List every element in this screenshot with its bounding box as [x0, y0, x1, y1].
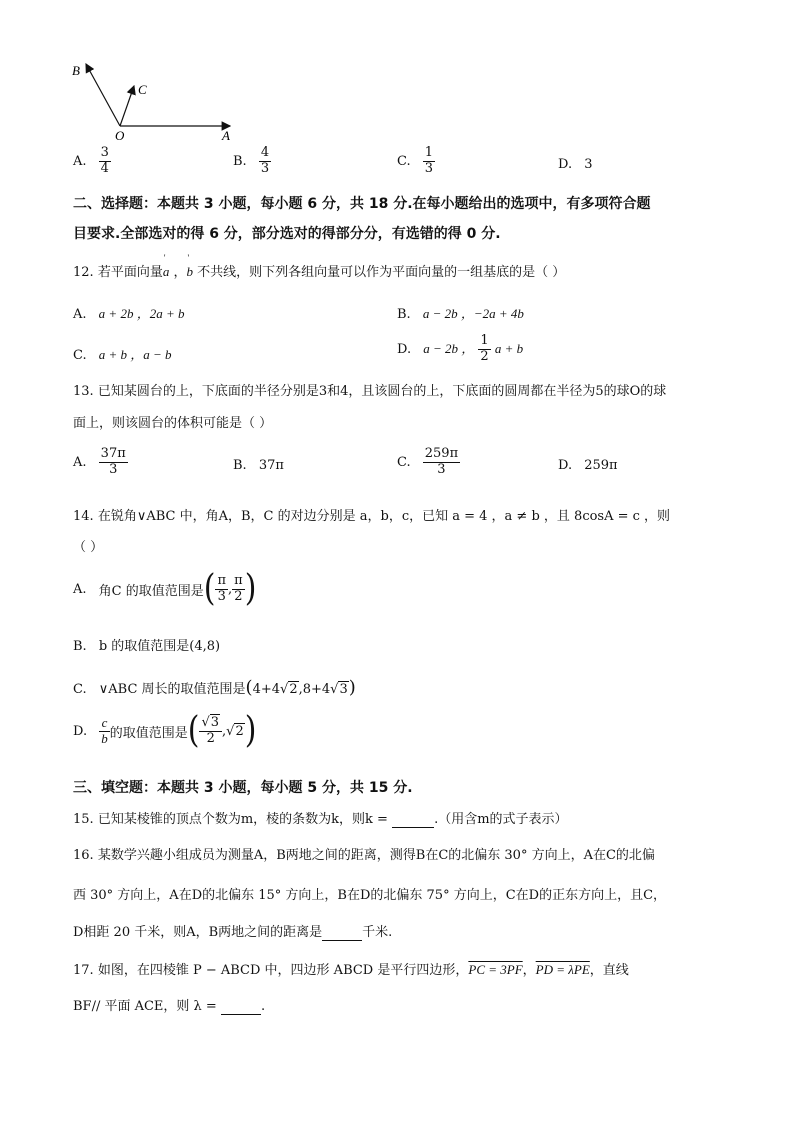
q14-option-c[interactable]: C. ∨ABC 周长的取值范围是(4+4√2,8+4√3): [73, 677, 356, 698]
answer-blank[interactable]: [392, 812, 434, 828]
frac-den: 3: [437, 461, 446, 477]
label-a: A: [222, 128, 230, 142]
q12-option-d[interactable]: [397, 334, 523, 365]
option-letter: A.: [73, 581, 87, 597]
option-letter: C.: [397, 454, 411, 470]
frac-den: 2: [206, 730, 215, 746]
q12-option-b[interactable]: [397, 303, 524, 322]
option-value: 259π: [584, 458, 618, 473]
range-part: 4+4: [252, 682, 281, 697]
label-b: B: [72, 63, 80, 78]
option-text: ∨ABC 周长的取值范围是: [98, 682, 246, 697]
q17-line2: [73, 995, 265, 1015]
option-text: a − 2b ，−2a + 4b: [422, 306, 524, 321]
frac-num: 3: [100, 145, 109, 160]
vector-a: ' a: [162, 253, 170, 279]
option-text: 的取值范围是: [109, 725, 188, 741]
section2-line1: 二、选择题：本题共 3 小题，每小题 6 分，共 18 分.在每小题给出的选项中，有多项符合题: [73, 196, 651, 212]
sqrt-radicand: 2: [289, 682, 298, 697]
q14-line2: （ ）: [73, 540, 104, 555]
q16-line2: 西 30° 方向上，A在D的北偏东 15° 方向上，B在D的北偏东 75° 方向上，C在D的正东方向上，且C，: [73, 888, 667, 903]
q13-option-d[interactable]: [558, 458, 618, 473]
frac-den: 2: [234, 588, 243, 604]
question-number: 14.: [73, 509, 94, 524]
frac-den: 4: [100, 160, 109, 176]
stem-text: .（用含m的式子表示）: [434, 812, 568, 827]
sqrt-radicand: 3: [210, 715, 220, 730]
option-letter: D.: [73, 723, 88, 739]
stem-text: 千米.: [362, 925, 393, 940]
option-tail: a + b: [494, 340, 524, 356]
q12-option-c[interactable]: [73, 344, 172, 363]
answer-blank[interactable]: [322, 925, 362, 941]
q11-option-b[interactable]: [233, 146, 271, 177]
q11-option-c[interactable]: [397, 146, 435, 177]
stem-text: 若平面向量: [97, 265, 163, 280]
q14-option-b[interactable]: [73, 635, 220, 654]
question-number: 16.: [73, 848, 94, 863]
stem-text: 某数学兴趣小组成员为测量A，B两地之间的距离，测得B在C的北偏东 30° 方向上，A在C的北偏: [97, 848, 655, 863]
option-letter: C.: [397, 153, 411, 169]
stem-text: 已知某圆台的上，下底面的半径分别是3和4，且该圆台的上，下底面的圆周都在半径为5的球O的球: [97, 384, 667, 399]
option-text: b 的取值范围是: [98, 639, 190, 654]
option-letter: D.: [558, 157, 573, 172]
q13-line1: [73, 380, 666, 399]
q13-option-c[interactable]: [397, 447, 460, 478]
q17-line1: [73, 959, 629, 978]
frac-num: 4: [260, 145, 270, 160]
question-number: 17.: [73, 963, 94, 978]
answer-blank[interactable]: [221, 999, 261, 1015]
frac-den: b: [101, 730, 108, 746]
frac-num: π: [217, 573, 227, 588]
label-c: C: [138, 82, 147, 97]
stem-text: 在锐角∨ABC 中，角A，B，C 的对边分别是 a，b，c，已知 a = 4 ，a ≠ b ，且 8cosA = c ，则: [97, 509, 671, 524]
q14-line1: [73, 505, 670, 524]
sqrt-radicand: 3: [339, 682, 348, 697]
section3-title: 三、填空题：本题共 3 小题，每小题 5 分，共 15 分.: [73, 780, 413, 796]
option-letter: B.: [233, 458, 247, 473]
frac-den: 3: [260, 160, 270, 176]
option-letter: B.: [233, 153, 247, 169]
option-text: a + 2b ，2a + b: [98, 306, 185, 321]
vector-ob: [86, 64, 120, 126]
vector-equation-2: PD = λPE: [535, 962, 590, 977]
label-o: O: [115, 128, 125, 142]
stem-text: 不共线，则下列各组向量可以作为平面向量的一组基底的是（ ）: [197, 265, 566, 280]
frac-num: 1: [480, 333, 489, 348]
option-letter: A.: [73, 307, 87, 322]
frac-num: 259π: [424, 446, 459, 461]
frac-num: π: [234, 573, 243, 588]
stem-text: .: [260, 999, 266, 1014]
option-letter: A.: [73, 153, 87, 169]
frac-num: 1: [424, 145, 434, 160]
option-text: a + b ，a − b: [98, 347, 172, 362]
frac-den: 3: [424, 160, 434, 176]
q14-option-a[interactable]: A. 角C 的取值范围是( $\frac{\pi}{3}$ , $\frac{\pi}{2}$ ): [73, 567, 257, 610]
frac-den: 3: [109, 461, 118, 477]
stem-text: BF// 平面 ACE，则 λ =: [73, 999, 217, 1014]
q12-stem: 12. 若平面向量 ' a ， ' b 不共线，则下列各组向量可以作为平面向量的一组基底的是（ ）: [73, 253, 566, 280]
q13-option-a[interactable]: [73, 447, 128, 478]
option-text: 角C 的取值范围是: [98, 583, 204, 599]
option-letter: D.: [558, 458, 573, 473]
option-letter: B.: [73, 639, 87, 654]
vector-oc: [120, 86, 134, 126]
option-value: 3: [584, 157, 593, 172]
option-text: a − 2b ，: [423, 340, 475, 356]
stem-text: 如图，在四棱锥 P − ABCD 中，四边形 ABCD 是平行四边形，: [97, 963, 469, 978]
stem-text: D相距 20 千米，则A，B两地之间的距离是: [73, 925, 323, 940]
frac-den: 3: [217, 588, 226, 604]
range-part: ,8+4: [298, 682, 331, 697]
q13-line2: 面上，则该圆台的体积可能是（ ）: [73, 416, 273, 431]
stem-text: 已知某棱锥的顶点个数为m，棱的条数为k，则k =: [97, 812, 388, 827]
q11-option-a[interactable]: [73, 146, 111, 177]
frac-den: 2: [480, 348, 489, 364]
section2-line2: 目要求.全部选对的得 6 分，部分选对的得部分分，有选错的得 0 分.: [73, 226, 501, 242]
separator: ，: [522, 963, 536, 978]
option-value: 37π: [258, 458, 284, 473]
option-letter: B.: [397, 307, 411, 322]
q15-stem: [73, 808, 568, 828]
q14-option-d[interactable]: D. $\frac{c}{b}$ 的取值范围是( $\frac{√3}{2}$ ,√2): [73, 709, 257, 752]
vector-equation-1: PC = 3PF: [468, 962, 523, 977]
vector-figure: [70, 58, 250, 142]
option-range: (4,8): [189, 639, 221, 654]
q16-line3: [73, 921, 392, 941]
question-number: 13.: [73, 384, 94, 399]
vector-b: ' b: [186, 253, 193, 279]
sqrt-radicand: 2: [235, 723, 244, 739]
q11-option-d[interactable]: [558, 157, 593, 172]
q12-option-a[interactable]: [73, 303, 184, 322]
option-letter: D.: [397, 341, 412, 357]
q13-option-b[interactable]: [233, 458, 284, 473]
q16-line1: [73, 844, 655, 863]
option-letter: C.: [73, 682, 87, 697]
option-letter: C.: [73, 348, 87, 363]
frac-num: 37π: [100, 446, 126, 461]
frac-num: c: [99, 716, 110, 732]
option-letter: A.: [73, 454, 87, 470]
question-number: 15.: [73, 812, 94, 827]
question-number: 12.: [73, 265, 94, 280]
stem-text: ，直线: [589, 963, 629, 978]
